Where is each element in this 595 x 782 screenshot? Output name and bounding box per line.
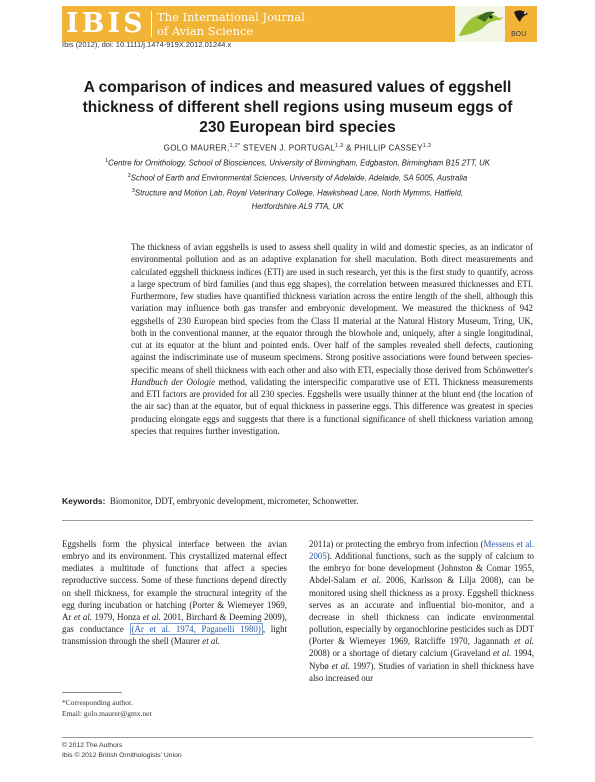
- affil-text: Centre for Ornithology, School of Biosciences, University of Birmingham, Edgbaston, Birmingham B15 2TT, UK: [108, 158, 490, 168]
- body-italic: et al.: [331, 660, 350, 671]
- author-name: STEVEN J. PORTUGAL: [243, 143, 335, 153]
- header-divider: [151, 11, 152, 37]
- journal-name-line2: of Avian Science: [157, 24, 254, 38]
- body-italic: et al.: [360, 575, 382, 586]
- body-text: 2001, Birchard & Deeming 2009), gas conductance: [62, 611, 287, 635]
- footnote: [62, 697, 287, 719]
- copyright-line: Ibis © 2012 British Ornithologists' Union: [62, 751, 182, 759]
- affil-number: 3: [131, 188, 135, 195]
- body-italic: et al.: [142, 611, 161, 622]
- author-affil-marker: 1,2*: [229, 143, 241, 149]
- footnote-rule: [62, 692, 122, 693]
- footnote-email[interactable]: Email: golo.maurer@gmx.net: [62, 709, 152, 718]
- citation-link[interactable]: (Ar et al. 1974, Paganelli 1980): [131, 624, 261, 635]
- body-italic: et al.: [73, 611, 92, 622]
- body-text: 1997). Studies of variation in shell thickness have also increased our: [309, 660, 534, 683]
- affiliation-line: [62, 170, 533, 185]
- body-text: 2008) or a shortage of dietary calcium (Graveland: [309, 648, 494, 659]
- body-text: ). Additional functions, such as the supply of calcium to the embryo for bone development (Johnston & Comar 1955, Abdel-Salam: [309, 551, 534, 586]
- body-text: 1994, Nybø: [309, 648, 534, 671]
- affil-text: Structure and Motion Lab, Royal Veterinary College, Hawkshead Lane, North Mymms, Hatfield,: [134, 188, 464, 198]
- body-text: 1979, Honza: [92, 611, 143, 622]
- author-name: PHILLIP CASSEY: [354, 143, 423, 153]
- affiliation-line: Hertfordshire AL9 7TA, UK: [251, 201, 344, 211]
- affil-number: 1: [105, 158, 109, 164]
- author-list: [62, 143, 533, 153]
- journal-name: [157, 10, 305, 38]
- affiliations: [62, 155, 533, 213]
- abstract-text: method, validating the interspecific comparative use of ETI. Thickness measurements and ETI factors are provided for all 230 species. Eggshells were usually thinner at the blunt end (the location of the air sac) than at the equator, but of equal thickness in passerine eggs. This difference was greatest in species producing elongate eggs and suggests that there is a functional significance of shell thickness variation among species that requires further investigation.: [131, 376, 533, 436]
- ibis-logo: IBIS: [66, 8, 146, 39]
- affiliation-line: [62, 185, 533, 200]
- article-title: A comparison of indices and measured values of eggshell thickness of different shell regions using museum eggs of 230 European bird species: [82, 79, 513, 136]
- body-italic: et al.: [493, 648, 512, 659]
- body-column-left: [62, 538, 287, 647]
- affil-number: 2: [127, 173, 131, 180]
- body-italic: et al.: [514, 636, 535, 647]
- body-italic: et al.: [202, 636, 220, 647]
- body-text: Eggshells form the physical interface between the avian embryo and its environment. This crystallized maternal effect mediates a multitude of functions that affect a species reproductive success. Some of these functions depend directly on shell thickness, for example the structural integrity of the egg during incubation or hatching (Porter & Wiemeyer 1969, Ar: [62, 539, 287, 622]
- author-affil-marker: 1,3: [335, 143, 344, 149]
- abstract-book-title: Handbuch der Oologie: [131, 376, 216, 387]
- abstract-text: The thickness of avian eggshells is used to assess shell quality in wild and domestic species, as an indicator of environmental pollution and as an adaptive explanation for shell maculation. Both direct measurements and calculated eggshell thickness indices (ETI) are used in such research, yet this is the first study to quantify, across a large spectrum of bird families (and thus egg shapes), the correlation between measured thicknesses and ETI. Furthermore, few studies have quantified thickness variation across the entire length of the shell, although this variation may influence both gas transfer and embryonic development. We measured the thickness of 942 eggshells of 230 European bird species from the Class II material at the Natural History Museum, Tring, UK, both in the conventional manner, at the equator through the blowhole and, uniquely, after a single longitudinal, cut at its equator at the blunt and pointed ends. Over half of the samples revealed shell defects, cautioning against the indiscriminate use of museum specimens. Strong positive associations were found between species-specific means of shell thickness with each other and also with ETI, especially those derived from Schönwetter's: [131, 242, 533, 375]
- keywords-text: Biomonitor, DDT, embryonic development, micrometer, Schonwetter.: [109, 496, 359, 506]
- keywords: [62, 496, 533, 506]
- affil-text: School of Earth and Environmental Sciences, University of Adelaide, Adelaide, SA 5005, Australia: [130, 173, 468, 183]
- author-name: GOLO MAURER,: [163, 143, 230, 153]
- copyright-line: © 2012 The Authors: [62, 742, 123, 749]
- journal-name-line1: The International Journal: [157, 10, 305, 24]
- bird-illustration-icon: [455, 6, 505, 42]
- doi-line: Ibis (2012), doi: 10.1111/j.1474-919X.2012.01244.x: [62, 40, 232, 49]
- body-column-right: [309, 538, 534, 684]
- bou-logo-text: BOU: [511, 30, 527, 38]
- author-affil-marker: 1,2: [422, 143, 432, 149]
- footnote-line: *Corresponding author.: [62, 698, 133, 707]
- keywords-rule: [62, 520, 533, 521]
- abstract: [131, 241, 533, 437]
- body-text: , light transmission through the shell (Maurer: [62, 624, 287, 647]
- footer-rule: [62, 737, 533, 738]
- body-text: 2006, Karlsson & Lilja 2008), can be monitored using shell thickness as a proxy. Eggshell thickness serves as an accurate and influential bio-monitor, and a decrease in shell thickness can indicate environmental pollution, especially by organochlorine pesticides such as DDT (Porter & Wiemeyer 1969, Ratcliffe 1970, Jagannath: [309, 575, 534, 647]
- copyright: [62, 741, 182, 760]
- author-separator: &: [343, 143, 355, 153]
- citation-link[interactable]: Messens et al. 2005: [309, 539, 534, 562]
- body-text: 2011a) or protecting the embryo from infection (: [309, 539, 484, 549]
- affiliation-line: [62, 155, 533, 170]
- keywords-label: Keywords:: [62, 496, 106, 506]
